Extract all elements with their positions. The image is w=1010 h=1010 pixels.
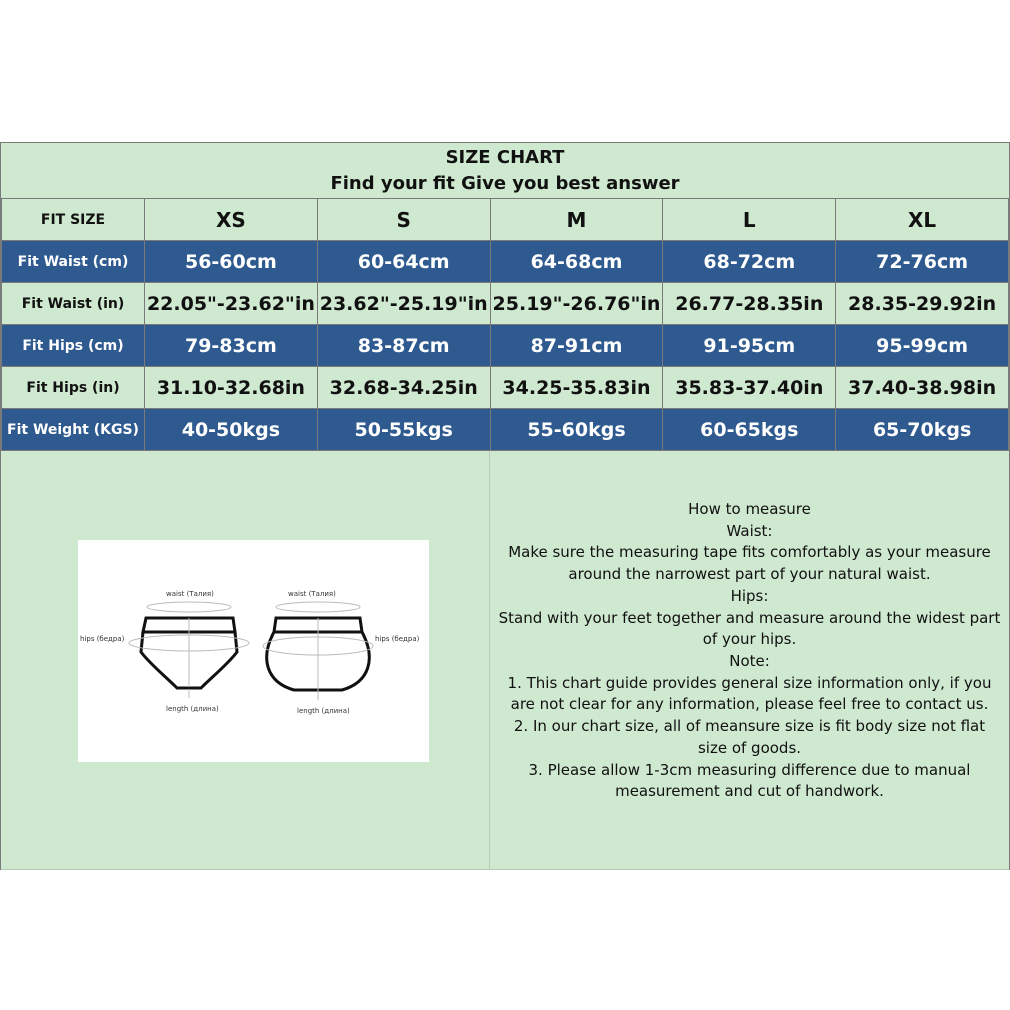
table-header-row	[2, 199, 1009, 241]
row-label: Fit Waist (cm)	[2, 241, 145, 283]
row-label: Fit Waist (in)	[2, 283, 145, 325]
instructions-pane	[490, 451, 1009, 869]
table-row	[2, 283, 1009, 325]
front-length-label: length (длина)	[166, 705, 219, 713]
table-cell: 22.05"-23.62"in	[145, 283, 318, 325]
size-chart	[0, 142, 1010, 870]
table-cell: 56-60cm	[145, 241, 318, 283]
front-waist-label: waist (Талия)	[166, 590, 214, 598]
instruction-note: 3. Please allow 1-3cm measuring difference due to manual measurement and cut of handwork.	[528, 760, 971, 801]
table-cell: 32.68-34.25in	[317, 367, 490, 409]
underwear-diagram	[78, 540, 429, 762]
instruction-note: 1. This chart guide provides general size information only, if you are not clear for any information, please feel free to contact us.	[507, 673, 992, 714]
column-header: XS	[145, 199, 318, 241]
table-cell: 95-99cm	[836, 325, 1009, 367]
back-brief-icon	[263, 602, 373, 700]
measure-section	[1, 451, 1009, 870]
table-cell: 25.19"-26.76"in	[490, 283, 663, 325]
table-cell: 23.62"-25.19"in	[317, 283, 490, 325]
instruction-text: Stand with your feet together and measure around the widest part of your hips.	[498, 608, 1001, 649]
row-label: Fit Hips (cm)	[2, 325, 145, 367]
table-cell: 79-83cm	[145, 325, 318, 367]
table-cell: 83-87cm	[317, 325, 490, 367]
back-length-label: length (длина)	[297, 707, 350, 715]
table-cell: 34.25-35.83in	[490, 367, 663, 409]
back-hips-label: hips (бедра)	[375, 635, 420, 643]
column-header: L	[663, 199, 836, 241]
table-cell: 28.35-29.92in	[836, 283, 1009, 325]
table-cell: 68-72cm	[663, 241, 836, 283]
back-waist-label: waist (Талия)	[288, 590, 336, 598]
instruction-note: 2. In our chart size, all of meansure size is fit body size not flat size of goods.	[513, 717, 986, 757]
table-row	[2, 409, 1009, 451]
measurement-diagram	[78, 540, 429, 762]
table-cell: 37.40-38.98in	[836, 367, 1009, 409]
table-cell: 65-70kgs	[836, 409, 1009, 451]
instruction-subheading: Note:	[729, 652, 770, 670]
table-cell: 64-68cm	[490, 241, 663, 283]
chart-title: SIZE CHART	[445, 146, 565, 168]
instruction-heading: How to measure	[688, 500, 811, 519]
table-cell: 50-55kgs	[317, 409, 490, 451]
table-cell: 31.10-32.68in	[145, 367, 318, 409]
table-cell: 40-50kgs	[145, 409, 318, 451]
chart-subtitle: Find your fit Give you best answer	[330, 172, 680, 194]
instruction-subheading: Hips:	[730, 586, 769, 605]
column-header: M	[490, 199, 663, 241]
table-row	[2, 367, 1009, 409]
row-label: Fit Hips (in)	[2, 367, 145, 409]
column-header: S	[317, 199, 490, 241]
front-brief-icon	[129, 602, 249, 698]
diagram-pane	[1, 451, 490, 869]
column-header: XL	[836, 199, 1009, 241]
chart-header	[1, 142, 1009, 198]
table-cell: 72-76cm	[836, 241, 1009, 283]
row-label: Fit Weight (KGS)	[2, 409, 145, 451]
table-cell: 35.83-37.40in	[663, 367, 836, 409]
table-cell: 60-64cm	[317, 241, 490, 283]
table-cell: 55-60kgs	[490, 409, 663, 451]
table-row	[2, 325, 1009, 367]
instruction-subheading: Waist:	[726, 521, 773, 540]
table-row	[2, 241, 1009, 283]
table-cell: 26.77-28.35in	[663, 283, 836, 325]
table-cell: 87-91cm	[490, 325, 663, 367]
instruction-text: Make sure the measuring tape fits comfortably as your measure around the narrowest part of your natural waist.	[508, 543, 991, 584]
table-cell: 91-95cm	[663, 325, 836, 367]
table-cell: 60-65kgs	[663, 409, 836, 451]
front-hips-label: hips (бедра)	[80, 635, 125, 643]
size-table	[1, 198, 1009, 451]
column-header: FIT SIZE	[2, 199, 145, 241]
